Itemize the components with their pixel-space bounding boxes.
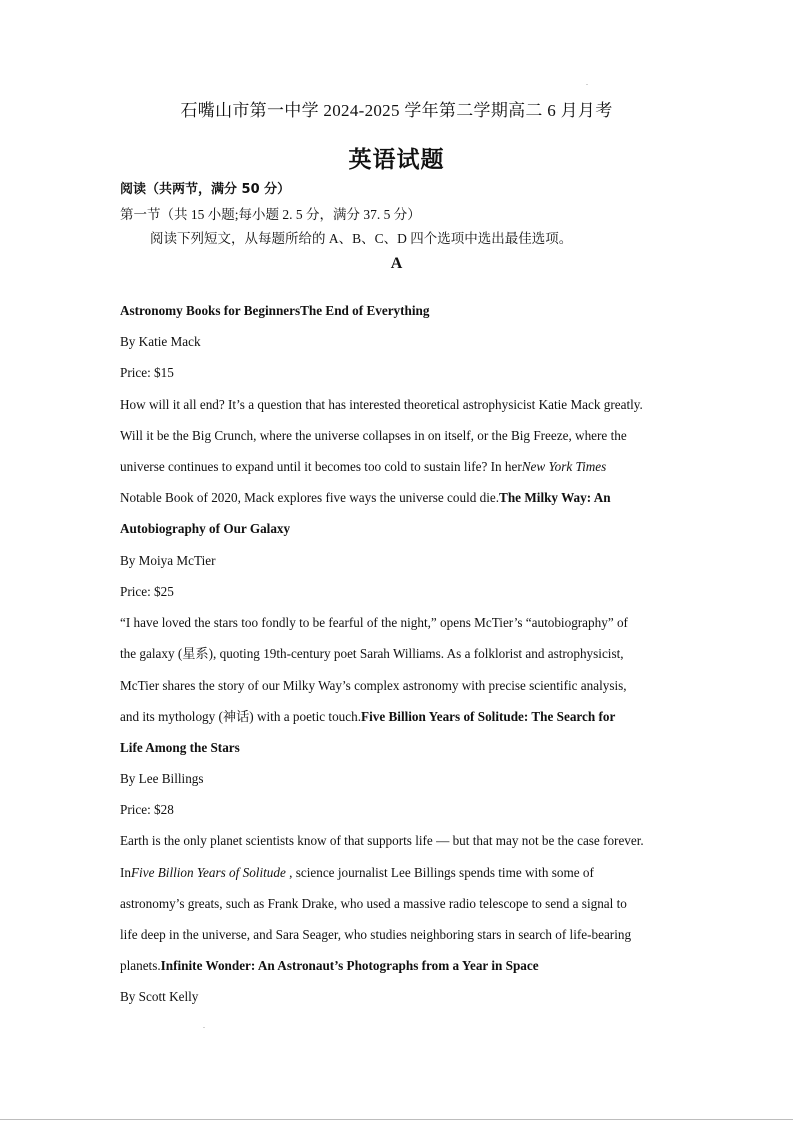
book-description-line: astronomy’s greats, such as Frank Drake, who used a massive radio telescope to send a signal to [120,896,627,911]
book-description-line: Earth is the only planet scientists know of that supports life — but that may not be the case forever. [120,833,644,848]
book-description-line: life deep in the universe, and Sara Seager, who studies neighboring stars in search of life-bearing [120,927,632,942]
instruction-text: 阅读下列短文，从每题所给的 A、B、C、D 四个选项中选出最佳选项。 [150,231,573,246]
passage-heading: Astronomy Books for Beginners [120,303,301,318]
book-description-line [120,865,594,881]
book-title: Autobiography of Our Galaxy [120,521,291,536]
book-title: Life Among the Stars [120,740,240,755]
book-description-line [120,459,606,475]
book-price: Price: $28 [120,802,174,817]
book-description-line: Will it be the Big Crunch, where the universe collapses in on itself, or the Big Freeze, where the [120,428,627,443]
subject-title: 英语试题 [348,147,445,173]
description-text: Notable Book of 2020, Mack explores five ways the universe could die. [120,490,500,505]
book-description-line: McTier shares the story of our Milky Way’s complex astronomy with precise scientific analysis, [120,678,627,693]
passage-heading-line [120,303,429,319]
italic-title: New York Times [521,459,607,474]
book-description-line: the galaxy (星系), quoting 19th-century poet Sarah Williams. As a folklorist and astrophysicist, [120,646,624,661]
description-text: In [120,865,131,880]
book-title-continued [120,521,290,537]
page-bottom-rule [0,1119,793,1120]
book-author: By Scott Kelly [120,989,199,1004]
book-price: Price: $25 [120,584,174,599]
book-title: Five Billion Years of Solitude: The Search for [361,709,616,724]
book-title: The End of Everything [300,303,430,318]
book-description-line [120,490,611,506]
book-description-line [120,958,539,974]
exam-title: 石嘴山市第一中学 2024-2025 学年第二学期高二 6 月月考 [180,101,613,120]
book-title-continued [120,740,240,756]
part-one-heading: 第一节（共 15 小题;每小题 2. 5 分，满分 37. 5 分） [120,207,421,222]
book-author: By Moiya McTier [120,553,216,568]
book-description-line: “I have loved the stars too fondly to be fearful of the night,” opens McTier’s “autobiography” of [120,615,628,630]
description-text: , science journalist Lee Billings spends time with some of [285,865,594,880]
description-text: and its mythology (神话) with a poetic touch. [120,709,362,724]
book-title: Infinite Wonder: An Astronaut’s Photographs from a Year in Space [160,958,539,973]
scan-speck: . [203,1021,205,1030]
book-author: By Katie Mack [120,334,201,349]
book-title: The Milky Way: An [499,490,611,505]
description-text: planets. [120,958,161,973]
scan-speck: . [586,78,588,87]
book-price: Price: $15 [120,365,174,380]
section-heading: 阅读（共两节，满分 50 分） [120,182,291,197]
passage-letter: A [390,255,403,272]
description-text: universe continues to expand until it becomes too cold to sustain life? In her [120,459,522,474]
book-description-line [120,709,615,725]
book-author: By Lee Billings [120,771,204,786]
book-description-line: How will it all end? It’s a question that has interested theoretical astrophysicist Katie Mack greatly. [120,397,643,412]
italic-title: Five Billion Years of Solitude [131,865,286,880]
